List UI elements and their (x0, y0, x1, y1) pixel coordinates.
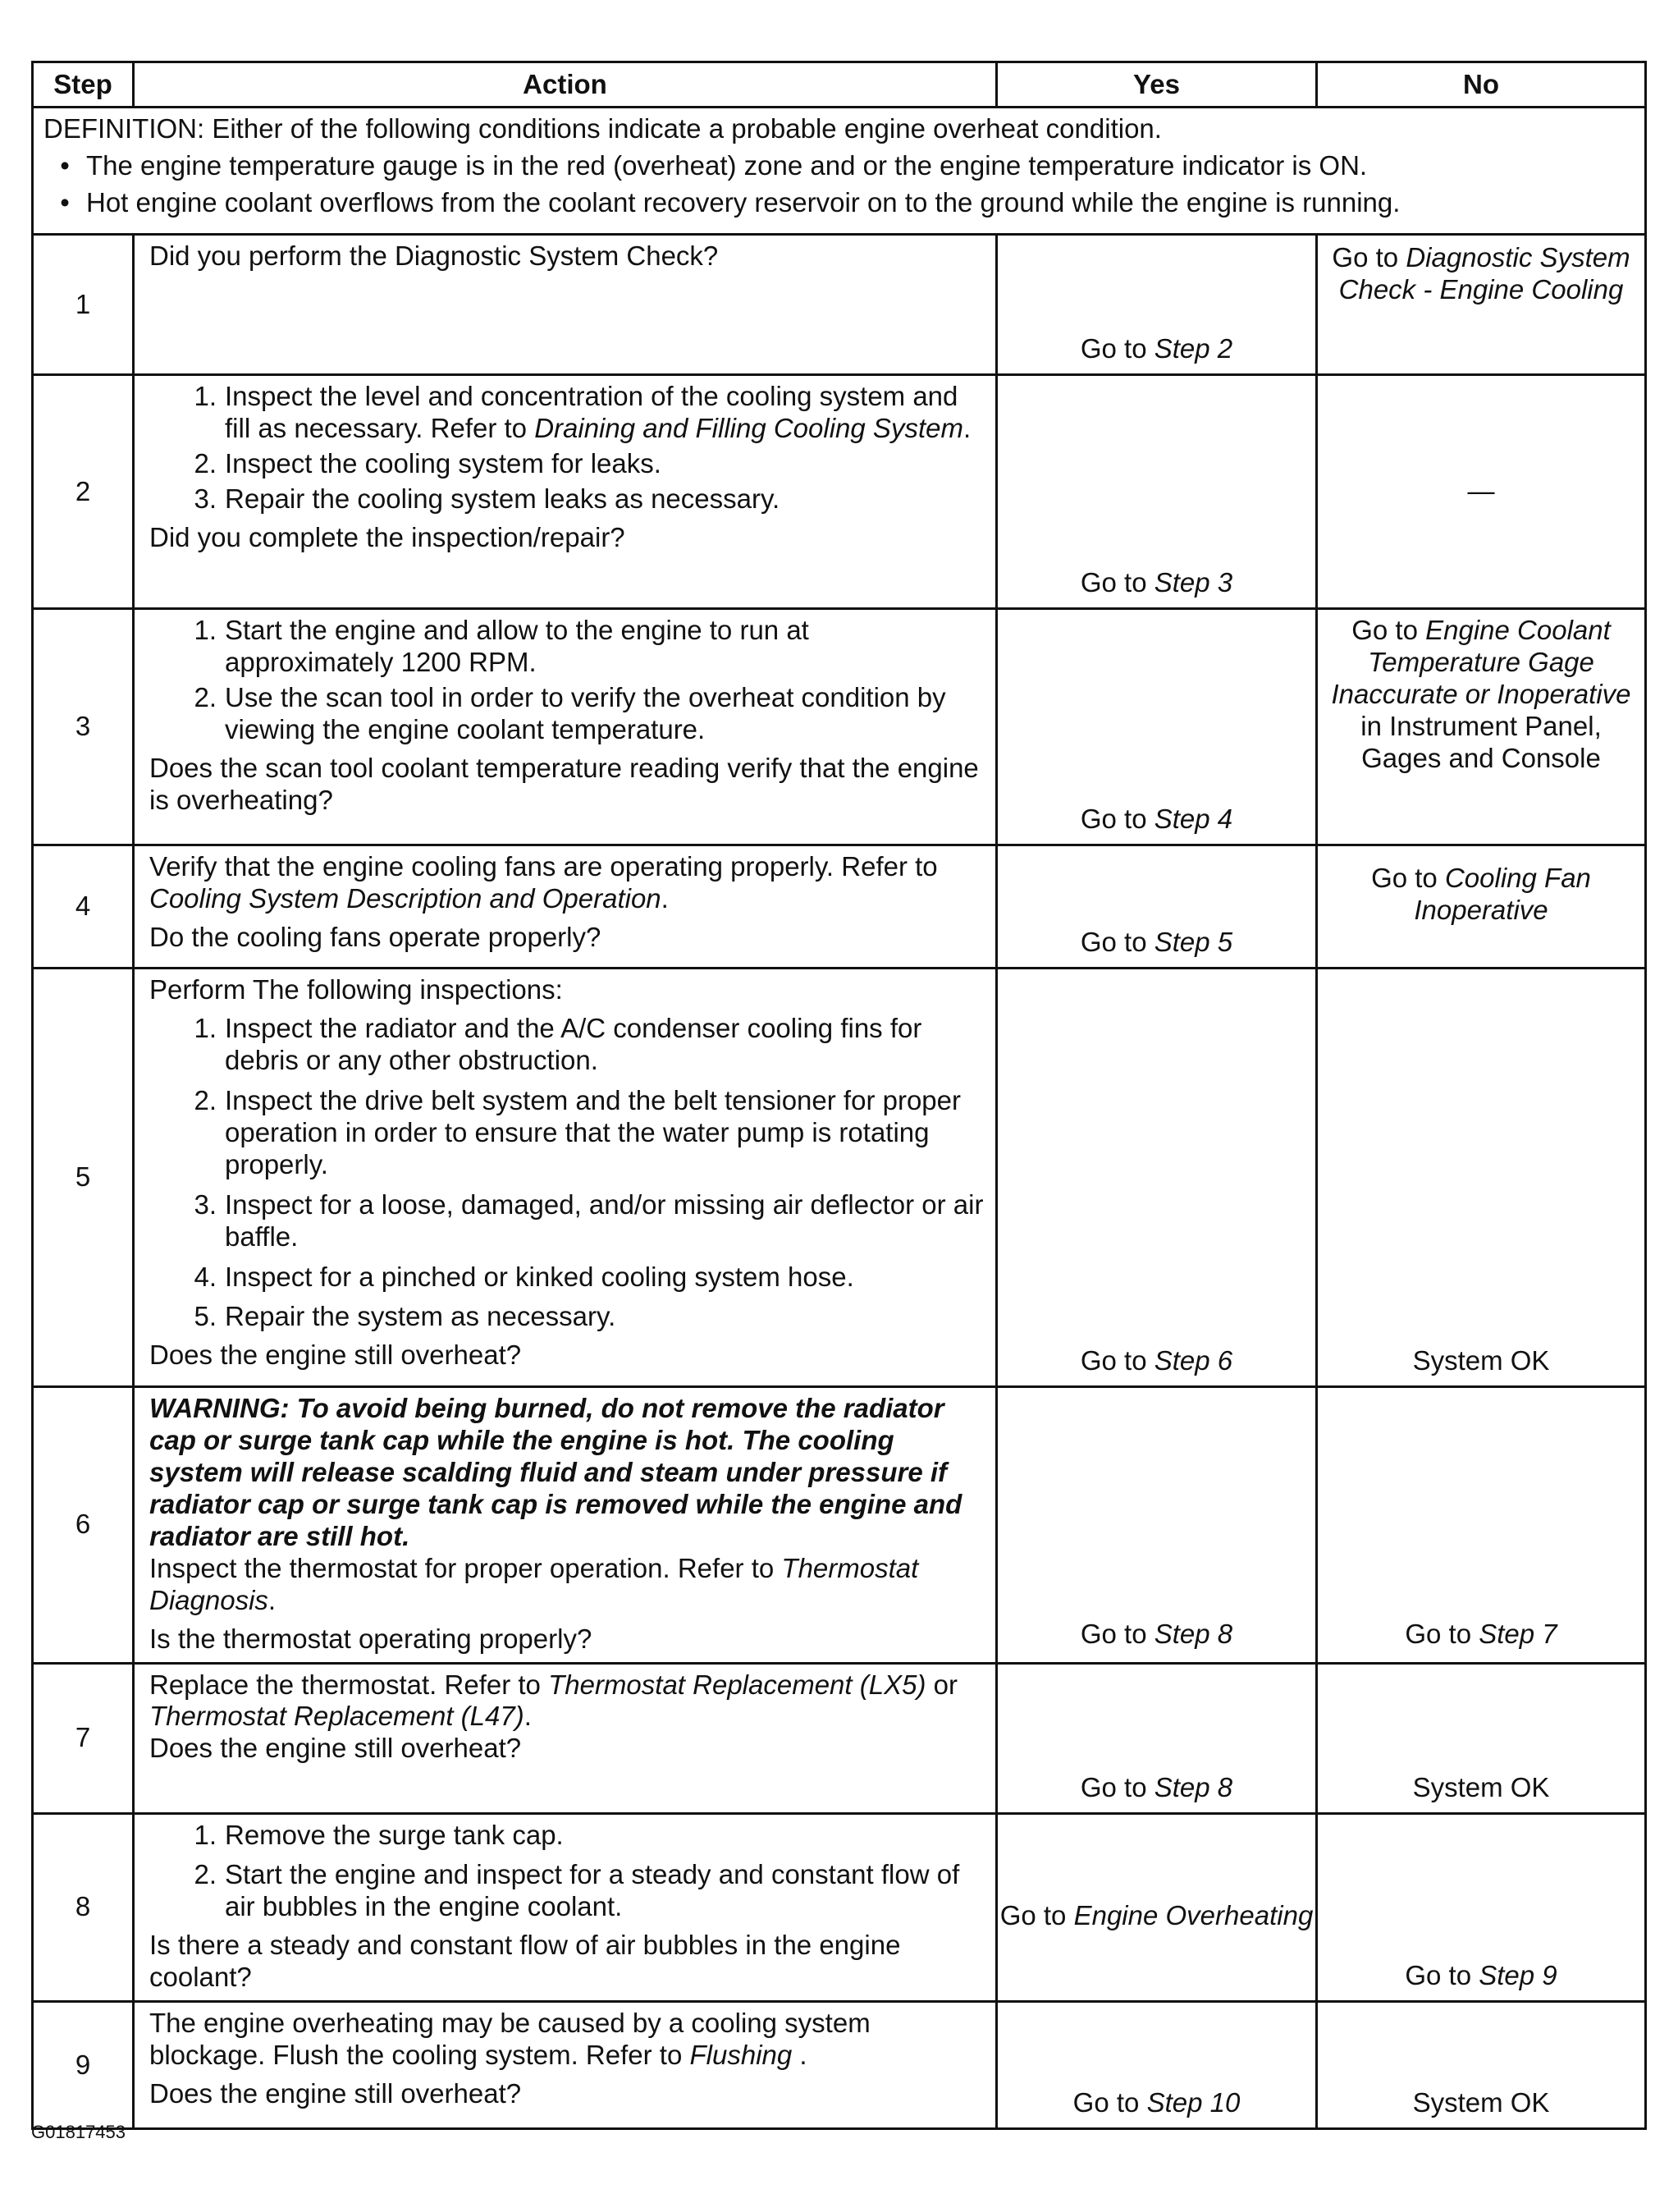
yes-cell (997, 969, 1317, 1387)
intro-text: Perform The following inspections: (149, 974, 563, 1005)
header-yes: Yes (997, 62, 1317, 108)
question-text: Does the engine still overheat? (149, 2078, 522, 2109)
step-number: 9 (33, 2002, 134, 2129)
list-item (149, 1262, 984, 1294)
yes-link[interactable]: Step 2 (1154, 333, 1233, 364)
no-cell (1317, 375, 1646, 609)
table-row (33, 375, 1646, 609)
yes-prefix: Go to (999, 1899, 1074, 1930)
yes-link[interactable]: Step 8 (1154, 1619, 1233, 1650)
yes-link[interactable]: Step 10 (1146, 2087, 1241, 2118)
yes-cell (997, 375, 1317, 609)
list-item (149, 1189, 984, 1253)
item-text: Inspect the level and concentration of the cooling system and fill as necessary. Refer to Draining and Filling Cooling System. (225, 381, 972, 443)
list-item (149, 381, 984, 445)
table-row (33, 235, 1646, 375)
diagnostic-table (31, 61, 1647, 2130)
header-no: No (1317, 62, 1646, 108)
question-text: Is there a steady and constant flow of air bubbles in the engine coolant? (149, 1930, 901, 1993)
item-text: Inspect the drive belt system and the belt tensioner for proper operation in order to ensure that the water pump is rotating properly. (225, 1084, 961, 1179)
yes-link[interactable]: Step 6 (1154, 1345, 1233, 1376)
no-cell (1317, 1387, 1646, 1664)
no-cell (1317, 235, 1646, 375)
definition-bullet: • Hot engine coolant overflows from the coolant recovery reservoir on to the ground while the engine is running. (60, 186, 1401, 218)
no-prefix: Go to (1371, 863, 1445, 893)
step-number: 8 (33, 1813, 134, 2002)
no-text: System OK (1412, 1345, 1550, 1376)
step-number: 6 (33, 1387, 134, 1664)
yes-prefix: Go to (1080, 927, 1154, 958)
item-number: 4. (194, 1261, 217, 1292)
list-item (149, 448, 984, 480)
step-number: 7 (33, 1663, 134, 1813)
yes-link[interactable]: Step 3 (1154, 567, 1233, 598)
definition-row (33, 108, 1646, 235)
diagnostic-document (31, 61, 1644, 2130)
question-text: Does the engine still overheat? (149, 1340, 522, 1371)
step-number: 1 (33, 235, 134, 375)
yes-cell (997, 1387, 1317, 1664)
question-text: Did you perform the Diagnostic System Check? (149, 240, 719, 271)
intro-text: Inspect the thermostat for proper operation. Refer to Thermostat Diagnosis. (149, 1552, 919, 1615)
yes-link[interactable]: Step 5 (1154, 927, 1233, 958)
no-cell (1317, 1813, 1646, 2002)
question-text: Does the scan tool coolant temperature reading verify that the engine is overheating? (149, 752, 979, 815)
item-number: 1. (194, 1819, 217, 1850)
no-link[interactable]: Engine Coolant Temperature Gage Inaccurate or Inoperative (1331, 615, 1631, 709)
yes-prefix: Go to (1080, 333, 1154, 364)
question-text: Is the thermostat operating properly? (149, 1623, 592, 1654)
item-text: Repair the cooling system leaks as necessary. (225, 483, 780, 514)
item-number: 5. (194, 1301, 217, 1332)
no-text: — (1467, 475, 1495, 506)
item-text: Use the scan tool in order to verify the overheat condition by viewing the engine coolant temperature. (225, 681, 946, 744)
intro-text: Verify that the engine cooling fans are operating properly. Refer to Cooling System Description and Operation. (149, 851, 938, 914)
item-number: 1. (194, 381, 217, 411)
yes-link[interactable]: Engine Overheating (1073, 1899, 1314, 1930)
action-cell (134, 1813, 997, 2002)
header-step: Step (33, 62, 134, 108)
bullet-text: Hot engine coolant overflows from the coolant recovery reservoir on to the ground while the engine is running. (86, 186, 1401, 218)
reference-link[interactable]: Thermostat Replacement (LX5) (548, 1669, 926, 1700)
table-row (33, 845, 1646, 969)
yes-prefix: Go to (1080, 1619, 1154, 1650)
reference-link[interactable]: Cooling System Description and Operation (149, 882, 661, 914)
action-cell (134, 969, 997, 1387)
yes-link[interactable]: Step 8 (1154, 1771, 1233, 1802)
table-row (33, 969, 1646, 1387)
list-item (149, 1859, 984, 1923)
no-prefix: Go to (1405, 1959, 1479, 1990)
question-text: Did you complete the inspection/repair? (149, 521, 625, 552)
table-row (33, 1663, 1646, 1813)
item-text: Repair the system as necessary. (225, 1301, 616, 1332)
list-item (149, 1820, 984, 1852)
action-cell (134, 2002, 997, 2129)
table-row (33, 1387, 1646, 1664)
yes-link[interactable]: Step 4 (1154, 804, 1233, 835)
no-cell (1317, 609, 1646, 845)
no-cell (1317, 969, 1646, 1387)
action-cell (134, 1663, 997, 1813)
list-item (149, 1013, 984, 1077)
list-item (149, 615, 984, 679)
item-text: Remove the surge tank cap. (225, 1819, 564, 1850)
action-cell (134, 845, 997, 969)
warning-text: WARNING: To avoid being burned, do not remove the radiator cap or surge tank cap while the engine is hot. The cooling system will release scalding fluid and steam under pressure if radiator cap or surge tank cap is removed while the engine and radiator are still hot. (149, 1393, 962, 1551)
question-text: Does the engine still overheat? (149, 1733, 522, 1764)
yes-prefix: Go to (1072, 2087, 1147, 2118)
no-text: System OK (1412, 2087, 1550, 2118)
table-row (33, 609, 1646, 845)
intro-text: The engine overheating may be caused by a cooling system blockage. Flush the cooling system. Refer to Flushing . (149, 2008, 871, 2071)
yes-cell (997, 235, 1317, 375)
yes-prefix: Go to (1080, 1345, 1154, 1376)
list-item (149, 1301, 984, 1333)
no-link[interactable]: Diagnostic System Check - Engine Cooling (1338, 242, 1630, 305)
item-number: 2. (194, 1859, 217, 1890)
list-item (149, 682, 984, 746)
yes-prefix: Go to (1080, 1771, 1154, 1802)
item-text: Inspect for a pinched or kinked cooling system hose. (225, 1261, 854, 1292)
no-link[interactable]: Cooling Fan Inoperative (1414, 863, 1591, 925)
step-number: 4 (33, 845, 134, 969)
item-number: 2. (194, 447, 217, 479)
item-number: 2. (194, 1084, 217, 1115)
header-action: Action (134, 62, 997, 108)
reference-link[interactable]: Thermostat Replacement (L47) (149, 1701, 524, 1732)
no-cell (1317, 2002, 1646, 2129)
table-row (33, 1813, 1646, 2002)
action-cell (134, 235, 997, 375)
reference-link[interactable]: Flushing (689, 2040, 793, 2071)
yes-cell (997, 1663, 1317, 1813)
item-number: 1. (194, 615, 217, 645)
yes-cell (997, 2002, 1317, 2129)
action-cell (134, 1387, 997, 1664)
figure-id: G01817453 (31, 2122, 126, 2142)
no-prefix: Go to (1351, 615, 1426, 645)
no-cell (1317, 845, 1646, 969)
item-text: Inspect for a loose, damaged, and/or missing air deflector or air baffle. (225, 1188, 984, 1252)
header-row (33, 62, 1646, 108)
definition-bullet: • The engine temperature gauge is in the red (overheat) zone and or the engine temperature indicator is ON. (60, 149, 1368, 181)
no-prefix: Go to (1405, 1619, 1479, 1650)
table-row (33, 2002, 1646, 2129)
no-prefix: Go to (1332, 242, 1406, 272)
action-cell (134, 375, 997, 609)
step-number: 3 (33, 609, 134, 845)
reference-link[interactable]: Thermostat Diagnosis (149, 1552, 919, 1615)
yes-prefix: Go to (1080, 804, 1154, 835)
item-number: 3. (194, 1188, 217, 1220)
step-number: 5 (33, 969, 134, 1387)
list-item (149, 1085, 984, 1181)
item-number: 1. (194, 1012, 217, 1043)
definition-text: DEFINITION: Either of the following conditions indicate a probable engine overheat condition. (43, 113, 1162, 144)
question-text: Do the cooling fans operate properly? (149, 921, 601, 952)
item-text: Start the engine and inspect for a steady and constant flow of air bubbles in the engine coolant. (225, 1859, 960, 1922)
item-text: Inspect the radiator and the A/C condenser cooling fins for debris or any other obstruction. (225, 1012, 922, 1075)
no-suffix: in Instrument Panel, Gages and Console (1360, 710, 1602, 773)
yes-cell (997, 1813, 1317, 2002)
yes-cell (997, 609, 1317, 845)
yes-cell (997, 845, 1317, 969)
item-number: 3. (194, 483, 217, 514)
reference-link[interactable]: Draining and Filling Cooling System (534, 412, 963, 443)
action-cell (134, 609, 997, 845)
no-link[interactable]: Step 7 (1479, 1619, 1557, 1650)
intro-text: Replace the thermostat. Refer to Thermostat Replacement (LX5) or Thermostat Replacement (L47). (149, 1669, 958, 1732)
no-cell (1317, 1663, 1646, 1813)
no-link[interactable]: Step 9 (1479, 1959, 1557, 1990)
bullet-text: The engine temperature gauge is in the red (overheat) zone and or the engine temperature indicator is ON. (86, 149, 1368, 181)
item-number: 2. (194, 681, 217, 712)
yes-prefix: Go to (1080, 567, 1154, 598)
item-text: Inspect the cooling system for leaks. (225, 447, 661, 479)
no-text: System OK (1412, 1771, 1550, 1802)
step-number: 2 (33, 375, 134, 609)
list-item (149, 483, 984, 515)
item-text: Start the engine and allow to the engine to run at approximately 1200 RPM. (225, 615, 809, 677)
